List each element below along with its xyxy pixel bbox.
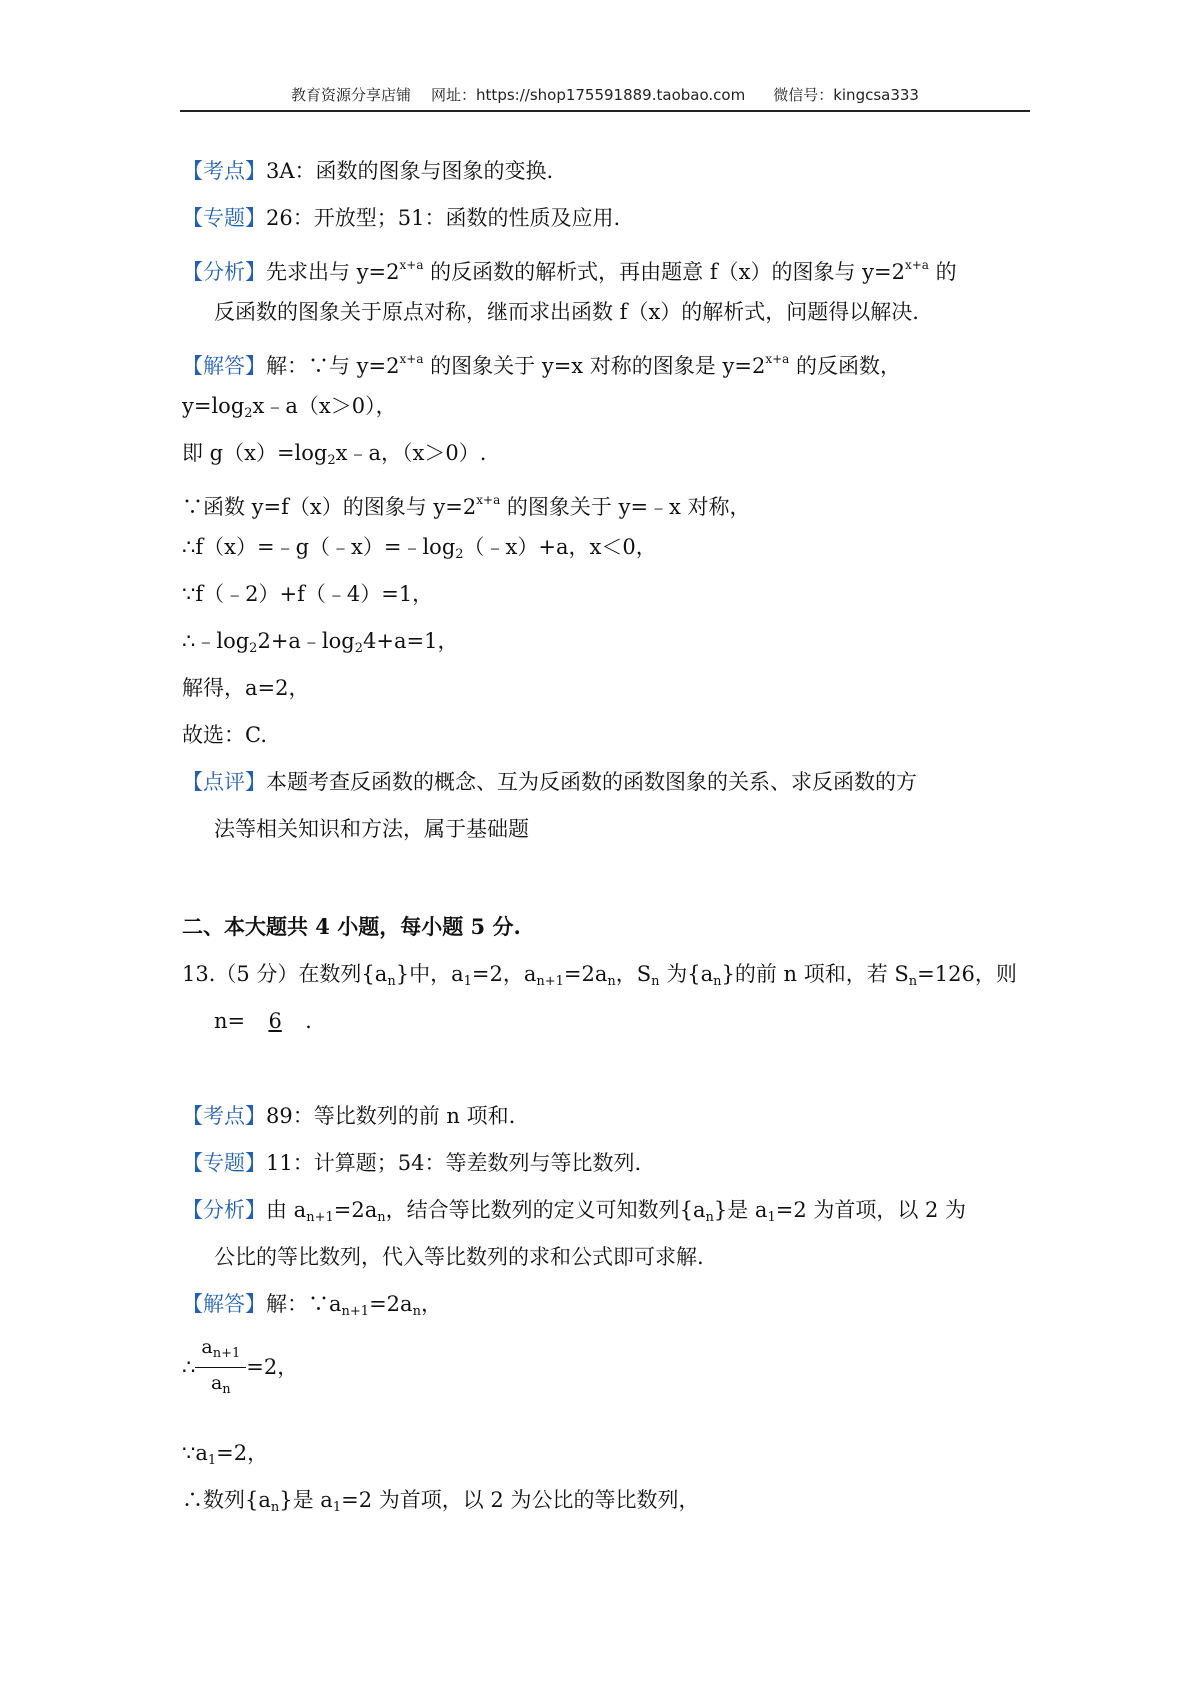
fenxi-tag: 【分析】: [182, 260, 266, 284]
kaodian-tag: 【考点】: [182, 159, 266, 183]
q12-step-6: ∵f（﹣2）+f（﹣4）=1，: [182, 582, 434, 606]
ratio-fraction: $\frac{a_{n+1}}{a_n}$: [195, 1336, 246, 1401]
q13-fenxi-line-2: 公比的等比数列，代入等比数列的求和公式即可求解.: [214, 1245, 704, 1269]
page-header: [180, 84, 1030, 105]
q13-jieda-line-1: 【解答】解：$\because a_{n+1}=2a_n$，: [182, 1292, 442, 1319]
q12-step-8: 解得，a=2，: [182, 676, 310, 700]
q13-kaodian-line: 【考点】89：等比数列的前 n 项和.: [182, 1104, 516, 1128]
header-url[interactable]: https://shop175591889.taobao.com: [476, 86, 746, 104]
q12-step-2: $y=\log_2x﹣a(x>0)$，: [182, 394, 397, 421]
q12-step-4: ∵函数 y=f（x）的图象与 $y=2^{x+a}$ 的图象关于 y=﹣x 对称，: [182, 493, 751, 519]
header-wechat: kingcsa333: [833, 86, 919, 104]
answer-blank: 6: [268, 1009, 282, 1033]
q13-fenxi-line-1: 【分析】由 $a_{n+1}=2a_n$，结合等比数列的定义可知数列$\{a_n\}$是 $a_1=2$ 为首项，以 2 为: [182, 1198, 967, 1225]
q13-zhuanti-line: 【专题】11：计算题；54：等差数列与等比数列.: [182, 1151, 642, 1175]
q12-step-9: 故选：C.: [182, 723, 267, 747]
header-rule: [180, 110, 1030, 112]
header-wechat-label: 微信号：: [773, 86, 834, 104]
q13-answer-line: n= 6 .: [214, 1006, 312, 1036]
section-title: 二、本大题共 4 小题，每小题 5 分.: [182, 914, 521, 939]
q13-stem-line-1: 13.（5 分）在数列$\{a_n\}$中，$a_1=2$，$a_{n+1}=2a_n$，$S_n$ 为$\{a_n\}$的前 n 项和，若 $S_n=126$，则: [182, 962, 1017, 989]
dianping-tag: 【点评】: [182, 770, 266, 794]
q13-step-4: ∴数列$\{a_n\}$是 $a_1=2$ 为首项，以 2 为公比的等比数列，: [182, 1488, 700, 1515]
q12-fenxi-line-2: 反函数的图象关于原点对称，继而求出函数 f（x）的解析式，问题得以解决.: [214, 300, 919, 324]
header-url-label: 网址：: [431, 86, 477, 104]
q12-step-5: $\therefore f(x)=﹣g(﹣x)=﹣\log_2(﹣x)+a$，x＜0，: [182, 535, 657, 562]
q12-fenxi-line-1: 【分析】先求出与 $y=2^{x+a}$ 的反函数的解析式，再由题意 f（x）的图象与 $y=2^{x+a}$ 的: [182, 258, 957, 284]
q12-step-3: 即 $g(x)=\log_2x﹣a$，（x＞0）.: [182, 441, 487, 468]
q12-zhuanti-line: 【专题】26：开放型；51：函数的性质及应用.: [182, 206, 621, 230]
q13-step-3: $\because a_1=2$，: [182, 1441, 269, 1468]
jieda-tag: 【解答】: [182, 354, 266, 378]
q12-dianping-line-2: 法等相关知识和方法，属于基础题: [214, 817, 529, 841]
q12-dianping-line-1: 【点评】本题考查反函数的概念、互为反函数的函数图象的关系、求反函数的方: [182, 770, 917, 794]
q12-step-7: $\therefore﹣\log_22+a﹣\log_24+a=1$，: [182, 629, 459, 656]
q12-jieda-line-1: 【解答】解：∵与 $y=2^{x+a}$ 的图象关于 y=x 对称的图象是 $y=2^{x+a}$ 的反函数，: [182, 352, 901, 378]
header-shop: 教育资源分享店铺: [291, 86, 412, 104]
q12-kaodian-line: 【考点】3A：函数的图象与图象的变换.: [182, 159, 554, 183]
q13-fraction-line: ∴ $\frac{a_{n+1}}{a_n}$ =2，: [182, 1336, 298, 1401]
zhuanti-tag: 【专题】: [182, 206, 266, 230]
